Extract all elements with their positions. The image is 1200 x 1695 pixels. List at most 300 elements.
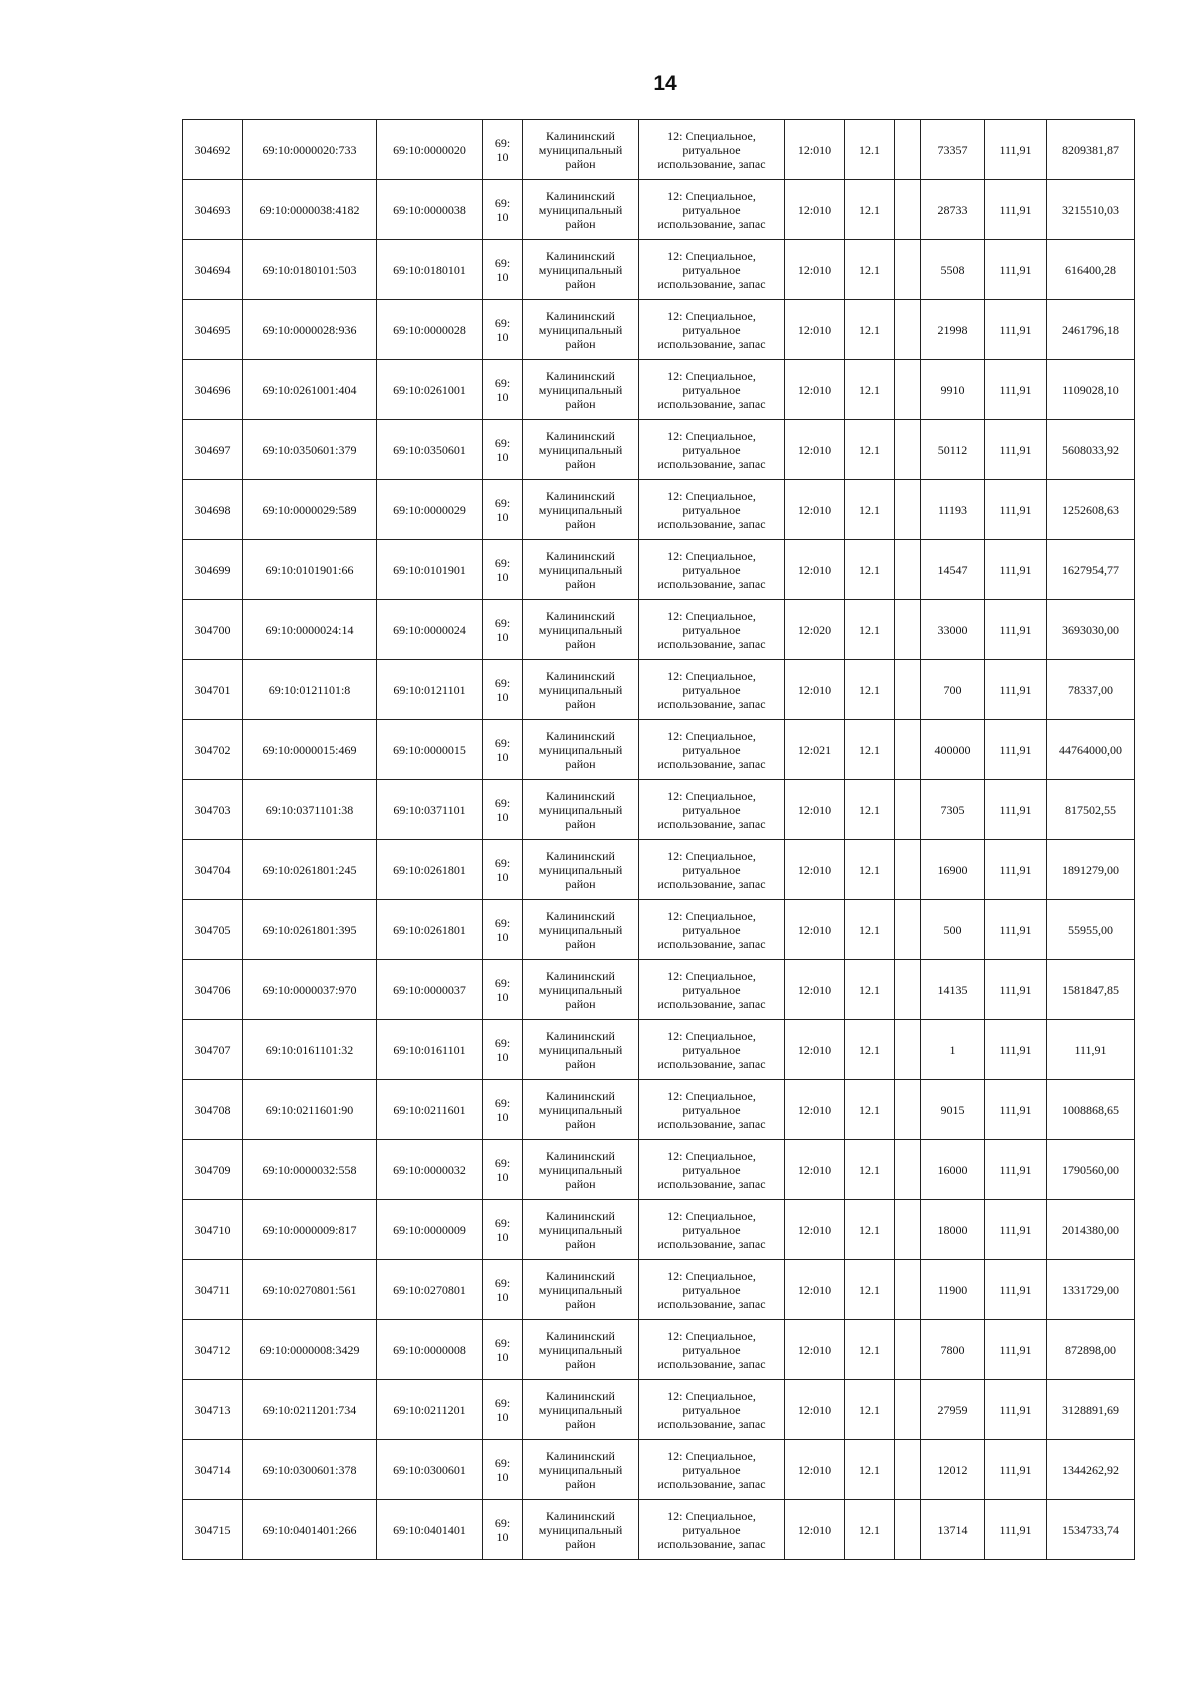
use-type-code-cell: 12:010 — [785, 1440, 845, 1500]
specific-value-cell: 111,91 — [985, 600, 1047, 660]
empty-cell — [895, 600, 921, 660]
cadastral-quarter-cell: 69:10:0101901 — [377, 540, 483, 600]
use-type-code-cell: 12:010 — [785, 1140, 845, 1200]
cadastral-value-cell: 1109028,10 — [1047, 360, 1135, 420]
cadastral-value-cell: 1252608,63 — [1047, 480, 1135, 540]
area-cell: 700 — [921, 660, 985, 720]
record-id-cell: 304714 — [183, 1440, 243, 1500]
record-id-cell: 304701 — [183, 660, 243, 720]
cadastral-number-cell: 69:10:0000038:4182 — [243, 180, 377, 240]
area-cell: 11900 — [921, 1260, 985, 1320]
district-code-cell: 69: 10 — [483, 960, 523, 1020]
cadastral-value-cell: 111,91 — [1047, 1020, 1135, 1080]
area-cell: 7305 — [921, 780, 985, 840]
empty-cell — [895, 1020, 921, 1080]
use-type-code-cell: 12:010 — [785, 300, 845, 360]
land-use-category-cell: 12: Специальное, ритуальное использование, запас — [639, 1320, 785, 1380]
municipality-cell: Калининский муниципальный район — [523, 1080, 639, 1140]
group-code-cell: 12.1 — [845, 840, 895, 900]
cadastral-quarter-cell: 69:10:0000015 — [377, 720, 483, 780]
specific-value-cell: 111,91 — [985, 1500, 1047, 1560]
table-row — [183, 1020, 1135, 1080]
cadastral-number-cell: 69:10:0000015:469 — [243, 720, 377, 780]
empty-cell — [895, 120, 921, 180]
table-row — [183, 300, 1135, 360]
group-code-cell: 12.1 — [845, 1140, 895, 1200]
cadastral-number-cell: 69:10:0000032:558 — [243, 1140, 377, 1200]
use-type-code-cell: 12:010 — [785, 1020, 845, 1080]
specific-value-cell: 111,91 — [985, 1320, 1047, 1380]
cadastral-quarter-cell: 69:10:0000028 — [377, 300, 483, 360]
cadastral-number-cell: 69:10:0211201:734 — [243, 1380, 377, 1440]
district-code-cell: 69: 10 — [483, 840, 523, 900]
municipality-cell: Калининский муниципальный район — [523, 360, 639, 420]
cadastral-value-cell: 1534733,74 — [1047, 1500, 1135, 1560]
cadastral-quarter-cell: 69:10:0000024 — [377, 600, 483, 660]
specific-value-cell: 111,91 — [985, 660, 1047, 720]
cadastral-value-cell: 1008868,65 — [1047, 1080, 1135, 1140]
cadastral-value-cell: 1331729,00 — [1047, 1260, 1135, 1320]
record-id-cell: 304705 — [183, 900, 243, 960]
area-cell: 13714 — [921, 1500, 985, 1560]
district-code-cell: 69: 10 — [483, 1500, 523, 1560]
cadastral-number-cell: 69:10:0000028:936 — [243, 300, 377, 360]
district-code-cell: 69: 10 — [483, 1440, 523, 1500]
use-type-code-cell: 12:010 — [785, 840, 845, 900]
district-code-cell: 69: 10 — [483, 1080, 523, 1140]
municipality-cell: Калининский муниципальный район — [523, 900, 639, 960]
area-cell: 16900 — [921, 840, 985, 900]
land-use-category-cell: 12: Специальное, ритуальное использование, запас — [639, 1200, 785, 1260]
group-code-cell: 12.1 — [845, 720, 895, 780]
cadastral-quarter-cell: 69:10:0261001 — [377, 360, 483, 420]
group-code-cell: 12.1 — [845, 360, 895, 420]
cadastral-quarter-cell: 69:10:0000008 — [377, 1320, 483, 1380]
land-use-category-cell: 12: Специальное, ритуальное использование, запас — [639, 1380, 785, 1440]
cadastral-quarter-cell: 69:10:0000037 — [377, 960, 483, 1020]
empty-cell — [895, 1440, 921, 1500]
empty-cell — [895, 840, 921, 900]
municipality-cell: Калининский муниципальный район — [523, 660, 639, 720]
area-cell: 73357 — [921, 120, 985, 180]
land-use-category-cell: 12: Специальное, ритуальное использование, запас — [639, 540, 785, 600]
land-use-category-cell: 12: Специальное, ритуальное использование, запас — [639, 660, 785, 720]
group-code-cell: 12.1 — [845, 1380, 895, 1440]
table-row — [183, 780, 1135, 840]
record-id-cell: 304710 — [183, 1200, 243, 1260]
specific-value-cell: 111,91 — [985, 480, 1047, 540]
municipality-cell: Калининский муниципальный район — [523, 180, 639, 240]
record-id-cell: 304703 — [183, 780, 243, 840]
record-id-cell: 304704 — [183, 840, 243, 900]
district-code-cell: 69: 10 — [483, 660, 523, 720]
empty-cell — [895, 180, 921, 240]
table-row — [183, 120, 1135, 180]
area-cell: 5508 — [921, 240, 985, 300]
empty-cell — [895, 720, 921, 780]
registry-table — [182, 119, 1135, 1560]
empty-cell — [895, 1080, 921, 1140]
district-code-cell: 69: 10 — [483, 600, 523, 660]
area-cell: 9910 — [921, 360, 985, 420]
cadastral-number-cell: 69:10:0000029:589 — [243, 480, 377, 540]
empty-cell — [895, 900, 921, 960]
area-cell: 33000 — [921, 600, 985, 660]
district-code-cell: 69: 10 — [483, 1020, 523, 1080]
cadastral-number-cell: 69:10:0121101:8 — [243, 660, 377, 720]
land-use-category-cell: 12: Специальное, ритуальное использование, запас — [639, 1500, 785, 1560]
cadastral-number-cell: 69:10:0180101:503 — [243, 240, 377, 300]
specific-value-cell: 111,91 — [985, 420, 1047, 480]
use-type-code-cell: 12:010 — [785, 1260, 845, 1320]
table-row — [183, 1140, 1135, 1200]
table-row — [183, 1320, 1135, 1380]
table-row — [183, 840, 1135, 900]
specific-value-cell: 111,91 — [985, 840, 1047, 900]
area-cell: 14135 — [921, 960, 985, 1020]
district-code-cell: 69: 10 — [483, 420, 523, 480]
specific-value-cell: 111,91 — [985, 1200, 1047, 1260]
area-cell: 7800 — [921, 1320, 985, 1380]
cadastral-number-cell: 69:10:0261801:395 — [243, 900, 377, 960]
cadastral-value-cell: 1790560,00 — [1047, 1140, 1135, 1200]
cadastral-value-cell: 1627954,77 — [1047, 540, 1135, 600]
table-row — [183, 480, 1135, 540]
municipality-cell: Калининский муниципальный район — [523, 600, 639, 660]
empty-cell — [895, 1500, 921, 1560]
record-id-cell: 304694 — [183, 240, 243, 300]
table-row — [183, 660, 1135, 720]
municipality-cell: Калининский муниципальный район — [523, 1260, 639, 1320]
group-code-cell: 12.1 — [845, 1020, 895, 1080]
group-code-cell: 12.1 — [845, 900, 895, 960]
record-id-cell: 304713 — [183, 1380, 243, 1440]
use-type-code-cell: 12:010 — [785, 180, 845, 240]
district-code-cell: 69: 10 — [483, 1380, 523, 1440]
cadastral-number-cell: 69:10:0261001:404 — [243, 360, 377, 420]
cadastral-quarter-cell: 69:10:0261801 — [377, 900, 483, 960]
group-code-cell: 12.1 — [845, 600, 895, 660]
record-id-cell: 304699 — [183, 540, 243, 600]
record-id-cell: 304698 — [183, 480, 243, 540]
group-code-cell: 12.1 — [845, 420, 895, 480]
cadastral-number-cell: 69:10:0401401:266 — [243, 1500, 377, 1560]
district-code-cell: 69: 10 — [483, 300, 523, 360]
specific-value-cell: 111,91 — [985, 360, 1047, 420]
specific-value-cell: 111,91 — [985, 720, 1047, 780]
land-use-category-cell: 12: Специальное, ритуальное использование, запас — [639, 240, 785, 300]
table-row — [183, 1440, 1135, 1500]
specific-value-cell: 111,91 — [985, 1080, 1047, 1140]
use-type-code-cell: 12:010 — [785, 1380, 845, 1440]
group-code-cell: 12.1 — [845, 1500, 895, 1560]
record-id-cell: 304708 — [183, 1080, 243, 1140]
use-type-code-cell: 12:010 — [785, 1200, 845, 1260]
group-code-cell: 12.1 — [845, 1260, 895, 1320]
specific-value-cell: 111,91 — [985, 240, 1047, 300]
cadastral-number-cell: 69:10:0000008:3429 — [243, 1320, 377, 1380]
land-use-category-cell: 12: Специальное, ритуальное использование, запас — [639, 300, 785, 360]
use-type-code-cell: 12:010 — [785, 480, 845, 540]
district-code-cell: 69: 10 — [483, 120, 523, 180]
district-code-cell: 69: 10 — [483, 900, 523, 960]
empty-cell — [895, 1200, 921, 1260]
specific-value-cell: 111,91 — [985, 120, 1047, 180]
record-id-cell: 304715 — [183, 1500, 243, 1560]
cadastral-value-cell: 872898,00 — [1047, 1320, 1135, 1380]
area-cell: 9015 — [921, 1080, 985, 1140]
cadastral-number-cell: 69:10:0161101:32 — [243, 1020, 377, 1080]
use-type-code-cell: 12:010 — [785, 540, 845, 600]
group-code-cell: 12.1 — [845, 180, 895, 240]
group-code-cell: 12.1 — [845, 240, 895, 300]
area-cell: 16000 — [921, 1140, 985, 1200]
area-cell: 50112 — [921, 420, 985, 480]
district-code-cell: 69: 10 — [483, 720, 523, 780]
use-type-code-cell: 12:010 — [785, 1320, 845, 1380]
specific-value-cell: 111,91 — [985, 540, 1047, 600]
land-use-category-cell: 12: Специальное, ритуальное использование, запас — [639, 720, 785, 780]
empty-cell — [895, 1320, 921, 1380]
record-id-cell: 304711 — [183, 1260, 243, 1320]
record-id-cell: 304696 — [183, 360, 243, 420]
cadastral-quarter-cell: 69:10:0000029 — [377, 480, 483, 540]
municipality-cell: Калининский муниципальный район — [523, 1020, 639, 1080]
use-type-code-cell: 12:020 — [785, 600, 845, 660]
cadastral-number-cell: 69:10:0261801:245 — [243, 840, 377, 900]
record-id-cell: 304707 — [183, 1020, 243, 1080]
group-code-cell: 12.1 — [845, 1080, 895, 1140]
table-row — [183, 1260, 1135, 1320]
district-code-cell: 69: 10 — [483, 240, 523, 300]
cadastral-number-cell: 69:10:0101901:66 — [243, 540, 377, 600]
use-type-code-cell: 12:010 — [785, 900, 845, 960]
table-row — [183, 360, 1135, 420]
specific-value-cell: 111,91 — [985, 1260, 1047, 1320]
land-use-category-cell: 12: Специальное, ритуальное использование, запас — [639, 840, 785, 900]
cadastral-number-cell: 69:10:0211601:90 — [243, 1080, 377, 1140]
municipality-cell: Калининский муниципальный район — [523, 420, 639, 480]
use-type-code-cell: 12:010 — [785, 1500, 845, 1560]
municipality-cell: Калининский муниципальный район — [523, 480, 639, 540]
specific-value-cell: 111,91 — [985, 180, 1047, 240]
record-id-cell: 304712 — [183, 1320, 243, 1380]
land-use-category-cell: 12: Специальное, ритуальное использование, запас — [639, 960, 785, 1020]
use-type-code-cell: 12:010 — [785, 1080, 845, 1140]
group-code-cell: 12.1 — [845, 1200, 895, 1260]
municipality-cell: Калининский муниципальный район — [523, 1200, 639, 1260]
table-row — [183, 540, 1135, 600]
record-id-cell: 304706 — [183, 960, 243, 1020]
cadastral-quarter-cell: 69:10:0401401 — [377, 1500, 483, 1560]
group-code-cell: 12.1 — [845, 1440, 895, 1500]
cadastral-value-cell: 78337,00 — [1047, 660, 1135, 720]
empty-cell — [895, 960, 921, 1020]
cadastral-value-cell: 1581847,85 — [1047, 960, 1135, 1020]
cadastral-quarter-cell: 69:10:0000032 — [377, 1140, 483, 1200]
group-code-cell: 12.1 — [845, 480, 895, 540]
group-code-cell: 12.1 — [845, 960, 895, 1020]
land-use-category-cell: 12: Специальное, ритуальное использование, запас — [639, 1260, 785, 1320]
district-code-cell: 69: 10 — [483, 1140, 523, 1200]
use-type-code-cell: 12:010 — [785, 660, 845, 720]
land-use-category-cell: 12: Специальное, ритуальное использование, запас — [639, 900, 785, 960]
cadastral-value-cell: 55955,00 — [1047, 900, 1135, 960]
record-id-cell: 304693 — [183, 180, 243, 240]
table-row — [183, 720, 1135, 780]
district-code-cell: 69: 10 — [483, 540, 523, 600]
cadastral-value-cell: 3128891,69 — [1047, 1380, 1135, 1440]
group-code-cell: 12.1 — [845, 120, 895, 180]
cadastral-quarter-cell: 69:10:0161101 — [377, 1020, 483, 1080]
district-code-cell: 69: 10 — [483, 780, 523, 840]
record-id-cell: 304700 — [183, 600, 243, 660]
use-type-code-cell: 12:010 — [785, 120, 845, 180]
empty-cell — [895, 300, 921, 360]
table-row — [183, 960, 1135, 1020]
cadastral-quarter-cell: 69:10:0180101 — [377, 240, 483, 300]
specific-value-cell: 111,91 — [985, 900, 1047, 960]
empty-cell — [895, 540, 921, 600]
municipality-cell: Калининский муниципальный район — [523, 1380, 639, 1440]
table-row — [183, 420, 1135, 480]
table-row — [183, 1500, 1135, 1560]
area-cell: 400000 — [921, 720, 985, 780]
district-code-cell: 69: 10 — [483, 360, 523, 420]
cadastral-number-cell: 69:10:0000009:817 — [243, 1200, 377, 1260]
district-code-cell: 69: 10 — [483, 480, 523, 540]
municipality-cell: Калининский муниципальный район — [523, 1320, 639, 1380]
cadastral-value-cell: 1344262,92 — [1047, 1440, 1135, 1500]
empty-cell — [895, 1140, 921, 1200]
use-type-code-cell: 12:010 — [785, 240, 845, 300]
area-cell: 18000 — [921, 1200, 985, 1260]
area-cell: 14547 — [921, 540, 985, 600]
municipality-cell: Калининский муниципальный район — [523, 1140, 639, 1200]
cadastral-value-cell: 3693030,00 — [1047, 600, 1135, 660]
cadastral-value-cell: 817502,55 — [1047, 780, 1135, 840]
use-type-code-cell: 12:010 — [785, 780, 845, 840]
land-use-category-cell: 12: Специальное, ритуальное использование, запас — [639, 420, 785, 480]
area-cell: 21998 — [921, 300, 985, 360]
cadastral-quarter-cell: 69:10:0300601 — [377, 1440, 483, 1500]
municipality-cell: Калининский муниципальный район — [523, 720, 639, 780]
municipality-cell: Калининский муниципальный район — [523, 240, 639, 300]
specific-value-cell: 111,91 — [985, 960, 1047, 1020]
empty-cell — [895, 240, 921, 300]
cadastral-quarter-cell: 69:10:0000020 — [377, 120, 483, 180]
table-row — [183, 1080, 1135, 1140]
land-use-category-cell: 12: Специальное, ритуальное использование, запас — [639, 180, 785, 240]
cadastral-number-cell: 69:10:0300601:378 — [243, 1440, 377, 1500]
area-cell: 12012 — [921, 1440, 985, 1500]
record-id-cell: 304709 — [183, 1140, 243, 1200]
record-id-cell: 304697 — [183, 420, 243, 480]
municipality-cell: Калининский муниципальный район — [523, 840, 639, 900]
record-id-cell: 304692 — [183, 120, 243, 180]
group-code-cell: 12.1 — [845, 300, 895, 360]
cadastral-value-cell: 616400,28 — [1047, 240, 1135, 300]
cadastral-quarter-cell: 69:10:0270801 — [377, 1260, 483, 1320]
cadastral-number-cell: 69:10:0270801:561 — [243, 1260, 377, 1320]
specific-value-cell: 111,91 — [985, 1440, 1047, 1500]
specific-value-cell: 111,91 — [985, 1020, 1047, 1080]
cadastral-quarter-cell: 69:10:0261801 — [377, 840, 483, 900]
use-type-code-cell: 12:010 — [785, 960, 845, 1020]
cadastral-number-cell: 69:10:0000024:14 — [243, 600, 377, 660]
cadastral-number-cell: 69:10:0000037:970 — [243, 960, 377, 1020]
cadastral-quarter-cell: 69:10:0371101 — [377, 780, 483, 840]
cadastral-value-cell: 2014380,00 — [1047, 1200, 1135, 1260]
area-cell: 27959 — [921, 1380, 985, 1440]
cadastral-value-cell: 5608033,92 — [1047, 420, 1135, 480]
empty-cell — [895, 1260, 921, 1320]
table-row — [183, 900, 1135, 960]
empty-cell — [895, 360, 921, 420]
municipality-cell: Калининский муниципальный район — [523, 540, 639, 600]
area-cell: 28733 — [921, 180, 985, 240]
table-row — [183, 1200, 1135, 1260]
cadastral-value-cell: 44764000,00 — [1047, 720, 1135, 780]
cadastral-quarter-cell: 69:10:0211601 — [377, 1080, 483, 1140]
use-type-code-cell: 12:021 — [785, 720, 845, 780]
use-type-code-cell: 12:010 — [785, 420, 845, 480]
page-number: 14 — [653, 72, 677, 95]
area-cell: 500 — [921, 900, 985, 960]
district-code-cell: 69: 10 — [483, 1320, 523, 1380]
municipality-cell: Калининский муниципальный район — [523, 120, 639, 180]
land-use-category-cell: 12: Специальное, ритуальное использование, запас — [639, 120, 785, 180]
empty-cell — [895, 420, 921, 480]
land-use-category-cell: 12: Специальное, ритуальное использование, запас — [639, 1020, 785, 1080]
land-use-category-cell: 12: Специальное, ритуальное использование, запас — [639, 780, 785, 840]
specific-value-cell: 111,91 — [985, 780, 1047, 840]
record-id-cell: 304702 — [183, 720, 243, 780]
cadastral-quarter-cell: 69:10:0000009 — [377, 1200, 483, 1260]
empty-cell — [895, 1380, 921, 1440]
municipality-cell: Калининский муниципальный район — [523, 960, 639, 1020]
municipality-cell: Калининский муниципальный район — [523, 300, 639, 360]
cadastral-value-cell: 2461796,18 — [1047, 300, 1135, 360]
cadastral-value-cell: 3215510,03 — [1047, 180, 1135, 240]
municipality-cell: Калининский муниципальный район — [523, 1440, 639, 1500]
record-id-cell: 304695 — [183, 300, 243, 360]
table-row — [183, 180, 1135, 240]
cadastral-number-cell: 69:10:0371101:38 — [243, 780, 377, 840]
table-row — [183, 1380, 1135, 1440]
table-body — [183, 120, 1135, 1560]
district-code-cell: 69: 10 — [483, 180, 523, 240]
cadastral-number-cell: 69:10:0350601:379 — [243, 420, 377, 480]
district-code-cell: 69: 10 — [483, 1200, 523, 1260]
cadastral-quarter-cell: 69:10:0121101 — [377, 660, 483, 720]
empty-cell — [895, 480, 921, 540]
area-cell: 11193 — [921, 480, 985, 540]
land-use-category-cell: 12: Специальное, ритуальное использование, запас — [639, 1140, 785, 1200]
land-use-category-cell: 12: Специальное, ритуальное использование, запас — [639, 480, 785, 540]
land-use-category-cell: 12: Специальное, ритуальное использование, запас — [639, 1440, 785, 1500]
land-use-category-cell: 12: Специальное, ритуальное использование, запас — [639, 360, 785, 420]
use-type-code-cell: 12:010 — [785, 360, 845, 420]
land-use-category-cell: 12: Специальное, ритуальное использование, запас — [639, 600, 785, 660]
group-code-cell: 12.1 — [845, 540, 895, 600]
group-code-cell: 12.1 — [845, 780, 895, 840]
cadastral-value-cell: 1891279,00 — [1047, 840, 1135, 900]
cadastral-quarter-cell: 69:10:0211201 — [377, 1380, 483, 1440]
group-code-cell: 12.1 — [845, 660, 895, 720]
municipality-cell: Калининский муниципальный район — [523, 1500, 639, 1560]
specific-value-cell: 111,91 — [985, 1140, 1047, 1200]
